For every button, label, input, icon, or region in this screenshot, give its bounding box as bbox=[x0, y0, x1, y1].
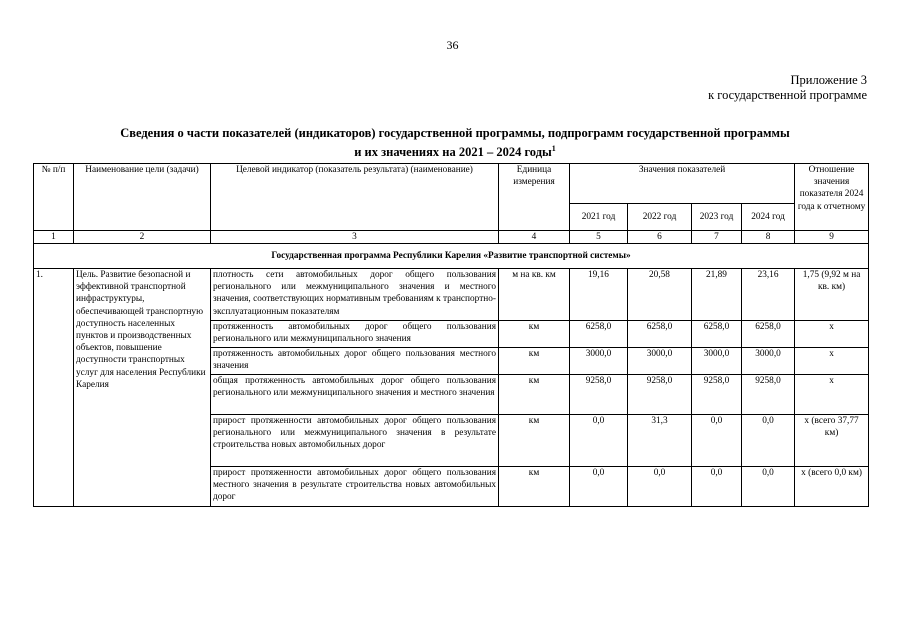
value-2022: 6258,0 bbox=[628, 321, 692, 348]
value-2023: 0,0 bbox=[692, 415, 742, 467]
value-2023: 6258,0 bbox=[692, 321, 742, 348]
column-number: 7 bbox=[692, 231, 742, 244]
ratio-cell: x (всего 0,0 км) bbox=[795, 467, 869, 507]
document-title-line-1: Сведения о части показателей (индикаторов) государственной программы, подпрограмм государственной программы bbox=[120, 126, 790, 140]
value-2022: 0,0 bbox=[628, 467, 692, 507]
value-2021: 9258,0 bbox=[570, 375, 628, 415]
header-row bbox=[34, 164, 869, 204]
value-2021: 19,16 bbox=[570, 269, 628, 321]
value-2021: 6258,0 bbox=[570, 321, 628, 348]
indicator-name: протяженность автомобильных дорог общего пользования регионального или межмуниципального значения bbox=[211, 321, 499, 348]
value-2023: 9258,0 bbox=[692, 375, 742, 415]
value-2023: 0,0 bbox=[692, 467, 742, 507]
value-2022: 9258,0 bbox=[628, 375, 692, 415]
ratio-cell: x bbox=[795, 348, 869, 375]
value-2024: 6258,0 bbox=[742, 321, 795, 348]
indicators-table bbox=[33, 163, 869, 507]
table-row bbox=[34, 269, 869, 321]
header-ratio: Отношение значения показателя 2024 года к отчетному bbox=[795, 164, 869, 231]
value-2024: 3000,0 bbox=[742, 348, 795, 375]
header-year-2023: 2023 год bbox=[692, 204, 742, 231]
indicator-name: общая протяженность автомобильных дорог общего пользования регионального или межмуниципального значения и местного значения bbox=[211, 375, 499, 415]
header-num: № п/п bbox=[34, 164, 74, 231]
header-indicator: Целевой индикатор (показатель результата) (наименование) bbox=[211, 164, 499, 231]
column-number: 6 bbox=[628, 231, 692, 244]
value-2023: 21,89 bbox=[692, 269, 742, 321]
indicator-name: прирост протяженности автомобильных дорог общего пользования местного значения в результате строительства новых автомобильных дорог bbox=[211, 467, 499, 507]
appendix-line-1: Приложение 3 bbox=[790, 73, 867, 87]
column-number: 3 bbox=[211, 231, 499, 244]
header-values: Значения показателей bbox=[570, 164, 795, 204]
column-number: 8 bbox=[742, 231, 795, 244]
goal-number: 1. bbox=[34, 269, 74, 507]
value-2021: 0,0 bbox=[570, 415, 628, 467]
ratio-cell: 1,75 (9,92 м на кв. км) bbox=[795, 269, 869, 321]
value-2022: 31,3 bbox=[628, 415, 692, 467]
value-2022: 3000,0 bbox=[628, 348, 692, 375]
goal-text: Цель. Развитие безопасной и эффективной транспортной инфраструктуры, обеспечивающей транспортную доступность населенных пунктов и производственных объектов, повышение доступности транспортных услуг для населения Республики Карелия bbox=[74, 269, 211, 507]
column-number: 4 bbox=[499, 231, 570, 244]
header-year-2024: 2024 год bbox=[742, 204, 795, 231]
column-numbers-row bbox=[34, 231, 869, 244]
column-number: 2 bbox=[74, 231, 211, 244]
document-title-line-2-text: и их значениях на 2021 – 2024 годы bbox=[354, 145, 552, 160]
header-year-2022: 2022 год bbox=[628, 204, 692, 231]
unit-cell: км bbox=[499, 321, 570, 348]
column-number: 5 bbox=[570, 231, 628, 244]
unit-cell: км bbox=[499, 415, 570, 467]
ratio-cell: x bbox=[795, 321, 869, 348]
indicator-name: плотность сети автомобильных дорог общего пользования регионального или межмуниципального значения и местного значения, соответствующих нормативным требованиям к транспортно-эксплуатационным показателям bbox=[211, 269, 499, 321]
column-number: 1 bbox=[34, 231, 74, 244]
program-title-row bbox=[34, 244, 869, 269]
appendix-label bbox=[708, 73, 867, 103]
value-2024: 23,16 bbox=[742, 269, 795, 321]
value-2024: 0,0 bbox=[742, 415, 795, 467]
ratio-cell: x bbox=[795, 375, 869, 415]
value-2021: 3000,0 bbox=[570, 348, 628, 375]
value-2022: 20,58 bbox=[628, 269, 692, 321]
value-2024: 9258,0 bbox=[742, 375, 795, 415]
ratio-cell: x (всего 37,77 км) bbox=[795, 415, 869, 467]
column-number: 9 bbox=[795, 231, 869, 244]
unit-cell: км bbox=[499, 375, 570, 415]
unit-cell: км bbox=[499, 467, 570, 507]
header-year-2021: 2021 год bbox=[570, 204, 628, 231]
unit-cell: км bbox=[499, 348, 570, 375]
program-title: Государственная программа Республики Карелия «Развитие транспортной системы» bbox=[34, 244, 869, 269]
value-2023: 3000,0 bbox=[692, 348, 742, 375]
unit-cell: м на кв. км bbox=[499, 269, 570, 321]
header-unit: Единица измерения bbox=[499, 164, 570, 231]
value-2021: 0,0 bbox=[570, 467, 628, 507]
page-number: 36 bbox=[446, 38, 459, 52]
document-title bbox=[60, 126, 850, 160]
document-title-line-2 bbox=[60, 141, 850, 160]
header-goal: Наименование цели (задачи) bbox=[74, 164, 211, 231]
indicator-name: протяженность автомобильных дорог общего пользования местного значения bbox=[211, 348, 499, 375]
appendix-line-2: к государственной программе bbox=[708, 88, 867, 102]
value-2024: 0,0 bbox=[742, 467, 795, 507]
indicator-name: прирост протяженности автомобильных дорог общего пользования регионального или межмуниципального значения в результате строительства новых автомобильных дорог bbox=[211, 415, 499, 467]
footnote-mark: 1 bbox=[551, 144, 556, 153]
